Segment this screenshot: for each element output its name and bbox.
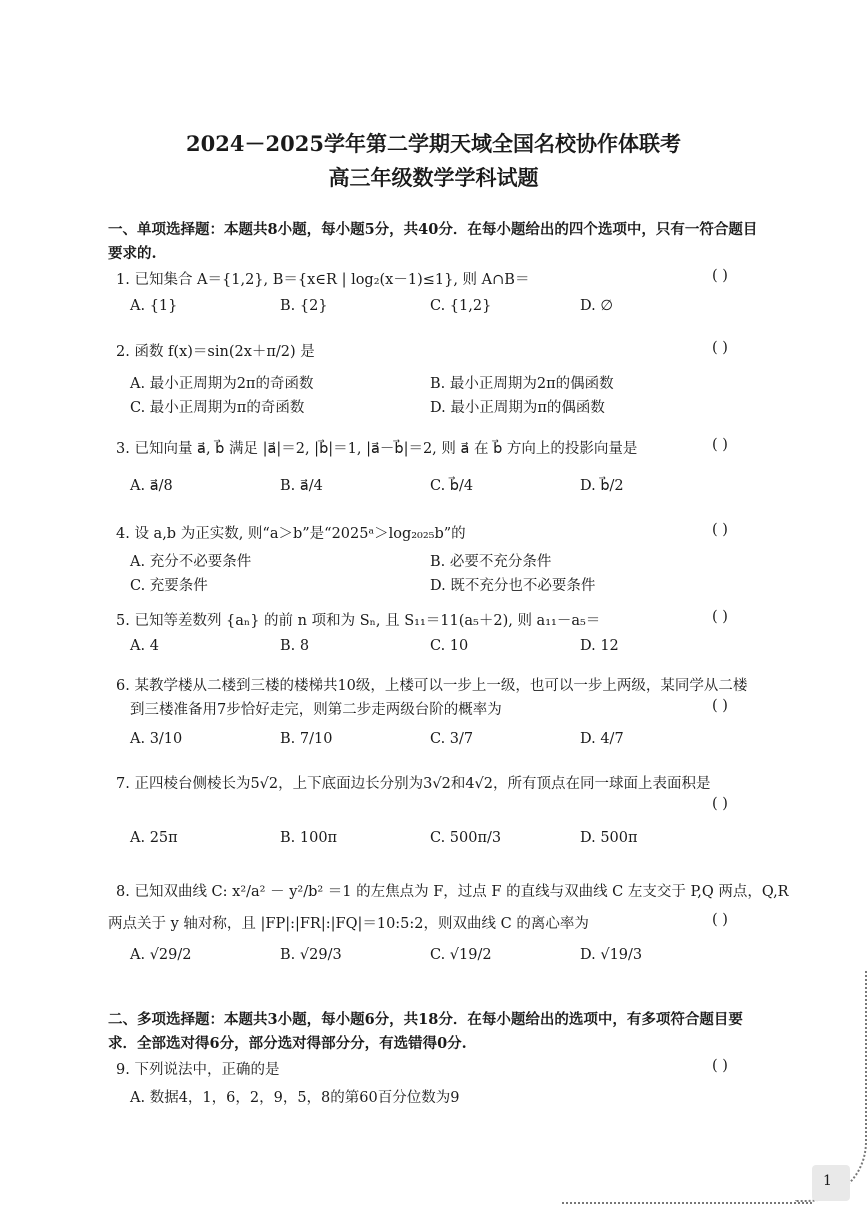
answer-paren-6: ( ) [712, 698, 728, 714]
q7-option-b: B. 100π [280, 830, 338, 846]
question-9-stem: 9. 下列说法中，正确的是 [116, 1062, 280, 1078]
q4-option-a: A. 充分不必要条件 [130, 554, 252, 570]
q2-option-d: D. 最小正周期为π的偶函数 [430, 400, 605, 416]
q6-option-d: D. 4/7 [580, 731, 624, 747]
q7-option-d: D. 500π [580, 830, 638, 846]
question-8-stem-cont: 两点关于 y 轴对称，且 |FP|:|FR|:|FQ|＝10:5:2，则双曲线 C 的离心率为 [108, 916, 589, 932]
q2-option-b: B. 最小正周期为2π的偶函数 [430, 376, 614, 392]
question-1-stem: 1. 已知集合 A＝{1,2}, B＝{x∈R | log₂(x－1)≤1}, 则 A∩B＝ [116, 272, 530, 288]
footer-dotted-line [562, 1202, 812, 1204]
question-4-stem: 4. 设 a,b 为正实数, 则“a＞b”是“2025ᵃ＞log₂₀₂₅b”的 [116, 526, 466, 542]
question-8-stem: 8. 已知双曲线 C: x²/a² － y²/b² ＝1 的左焦点为 F，过点 F 的直线与双曲线 C 左支交于 P,Q 两点，Q,R [116, 884, 789, 900]
answer-paren-7: ( ) [712, 796, 728, 812]
page-number: 1 [823, 1173, 832, 1189]
q3-option-c: C. b⃗/4 [430, 478, 474, 494]
q7-option-c: C. 500π/3 [430, 830, 502, 846]
q5-option-c: C. 10 [430, 638, 469, 654]
q7-option-a: A. 25π [130, 830, 178, 846]
q1-option-b: B. {2} [280, 298, 328, 314]
question-2-stem: 2. 函数 f(x)＝sin(2x＋π/2) 是 [116, 344, 315, 360]
answer-paren-2: ( ) [712, 340, 728, 356]
question-5-stem: 5. 已知等差数列 {aₙ} 的前 n 项和为 Sₙ, 且 S₁₁＝11(a₅＋2), 则 a₁₁－a₅＝ [116, 613, 601, 629]
q3-option-b: B. a⃗/4 [280, 478, 323, 494]
answer-paren-3: ( ) [712, 437, 728, 453]
answer-paren-8: ( ) [712, 912, 728, 928]
q1-option-a: A. {1} [130, 298, 178, 314]
answer-paren-4: ( ) [712, 522, 728, 538]
q8-option-a: A. √29/2 [130, 947, 192, 963]
q4-option-b: B. 必要不充分条件 [430, 554, 552, 570]
q8-option-b: B. √29/3 [280, 947, 342, 963]
q2-option-c: C. 最小正周期为π的奇函数 [130, 400, 305, 416]
exam-title-line1: 2024－2025学年第二学期天域全国名校协作体联考 [186, 131, 681, 156]
q4-option-c: C. 充要条件 [130, 578, 208, 594]
q8-option-c: C. √19/2 [430, 947, 492, 963]
section2-heading-cont: 求．全部选对得6分，部分选对得部分分，有选错得0分. [108, 1035, 467, 1052]
q6-option-c: C. 3/7 [430, 731, 474, 747]
exam-title-line2: 高三年级数学学科试题 [328, 165, 539, 190]
question-6-stem-cont: 到三楼准备用7步恰好走完，则第二步走两级台阶的概率为 [130, 702, 502, 718]
q3-option-d: D. b⃗/2 [580, 478, 624, 494]
question-7-stem: 7. 正四棱台侧棱长为5√2，上下底面边长分别为3√2和4√2，所有顶点在同一球面上表面积是 [116, 776, 711, 792]
q5-option-b: B. 8 [280, 638, 310, 654]
question-3-stem: 3. 已知向量 a⃗, b⃗ 满足 |a⃗|＝2, |b⃗|＝1, |a⃗－b⃗|＝2, 则 a⃗ 在 b⃗ 方向上的投影向量是 [116, 441, 638, 457]
answer-paren-9: ( ) [712, 1058, 728, 1074]
q1-option-c: C. {1,2} [430, 298, 492, 314]
question-6-stem: 6. 某教学楼从二楼到三楼的楼梯共10级，上楼可以一步上一级，也可以一步上两级，某同学从二楼 [116, 678, 748, 694]
q2-option-a: A. 最小正周期为2π的奇函数 [130, 376, 314, 392]
q8-option-d: D. √19/3 [580, 947, 643, 963]
q5-option-a: A. 4 [130, 638, 159, 654]
answer-paren-5: ( ) [712, 609, 728, 625]
section2-heading: 二、多项选择题：本题共3小题，每小题6分，共18分．在每小题给出的选项中，有多项符合题目要 [108, 1011, 743, 1028]
q5-option-d: D. 12 [580, 638, 619, 654]
q3-option-a: A. a⃗/8 [130, 478, 173, 494]
q6-option-a: A. 3/10 [130, 731, 183, 747]
q1-option-d: D. ∅ [580, 298, 613, 314]
q4-option-d: D. 既不充分也不必要条件 [430, 578, 596, 594]
q6-option-b: B. 7/10 [280, 731, 333, 747]
section1-heading-cont: 要求的. [108, 245, 157, 262]
answer-paren-1: ( ) [712, 268, 728, 284]
q9-option-a: A. 数据4，1，6，2，9，5，8的第60百分位数为9 [130, 1090, 460, 1106]
section1-heading: 一、单项选择题：本题共8小题，每小题5分，共40分．在每小题给出的四个选项中，只有一符合题目 [108, 221, 758, 238]
